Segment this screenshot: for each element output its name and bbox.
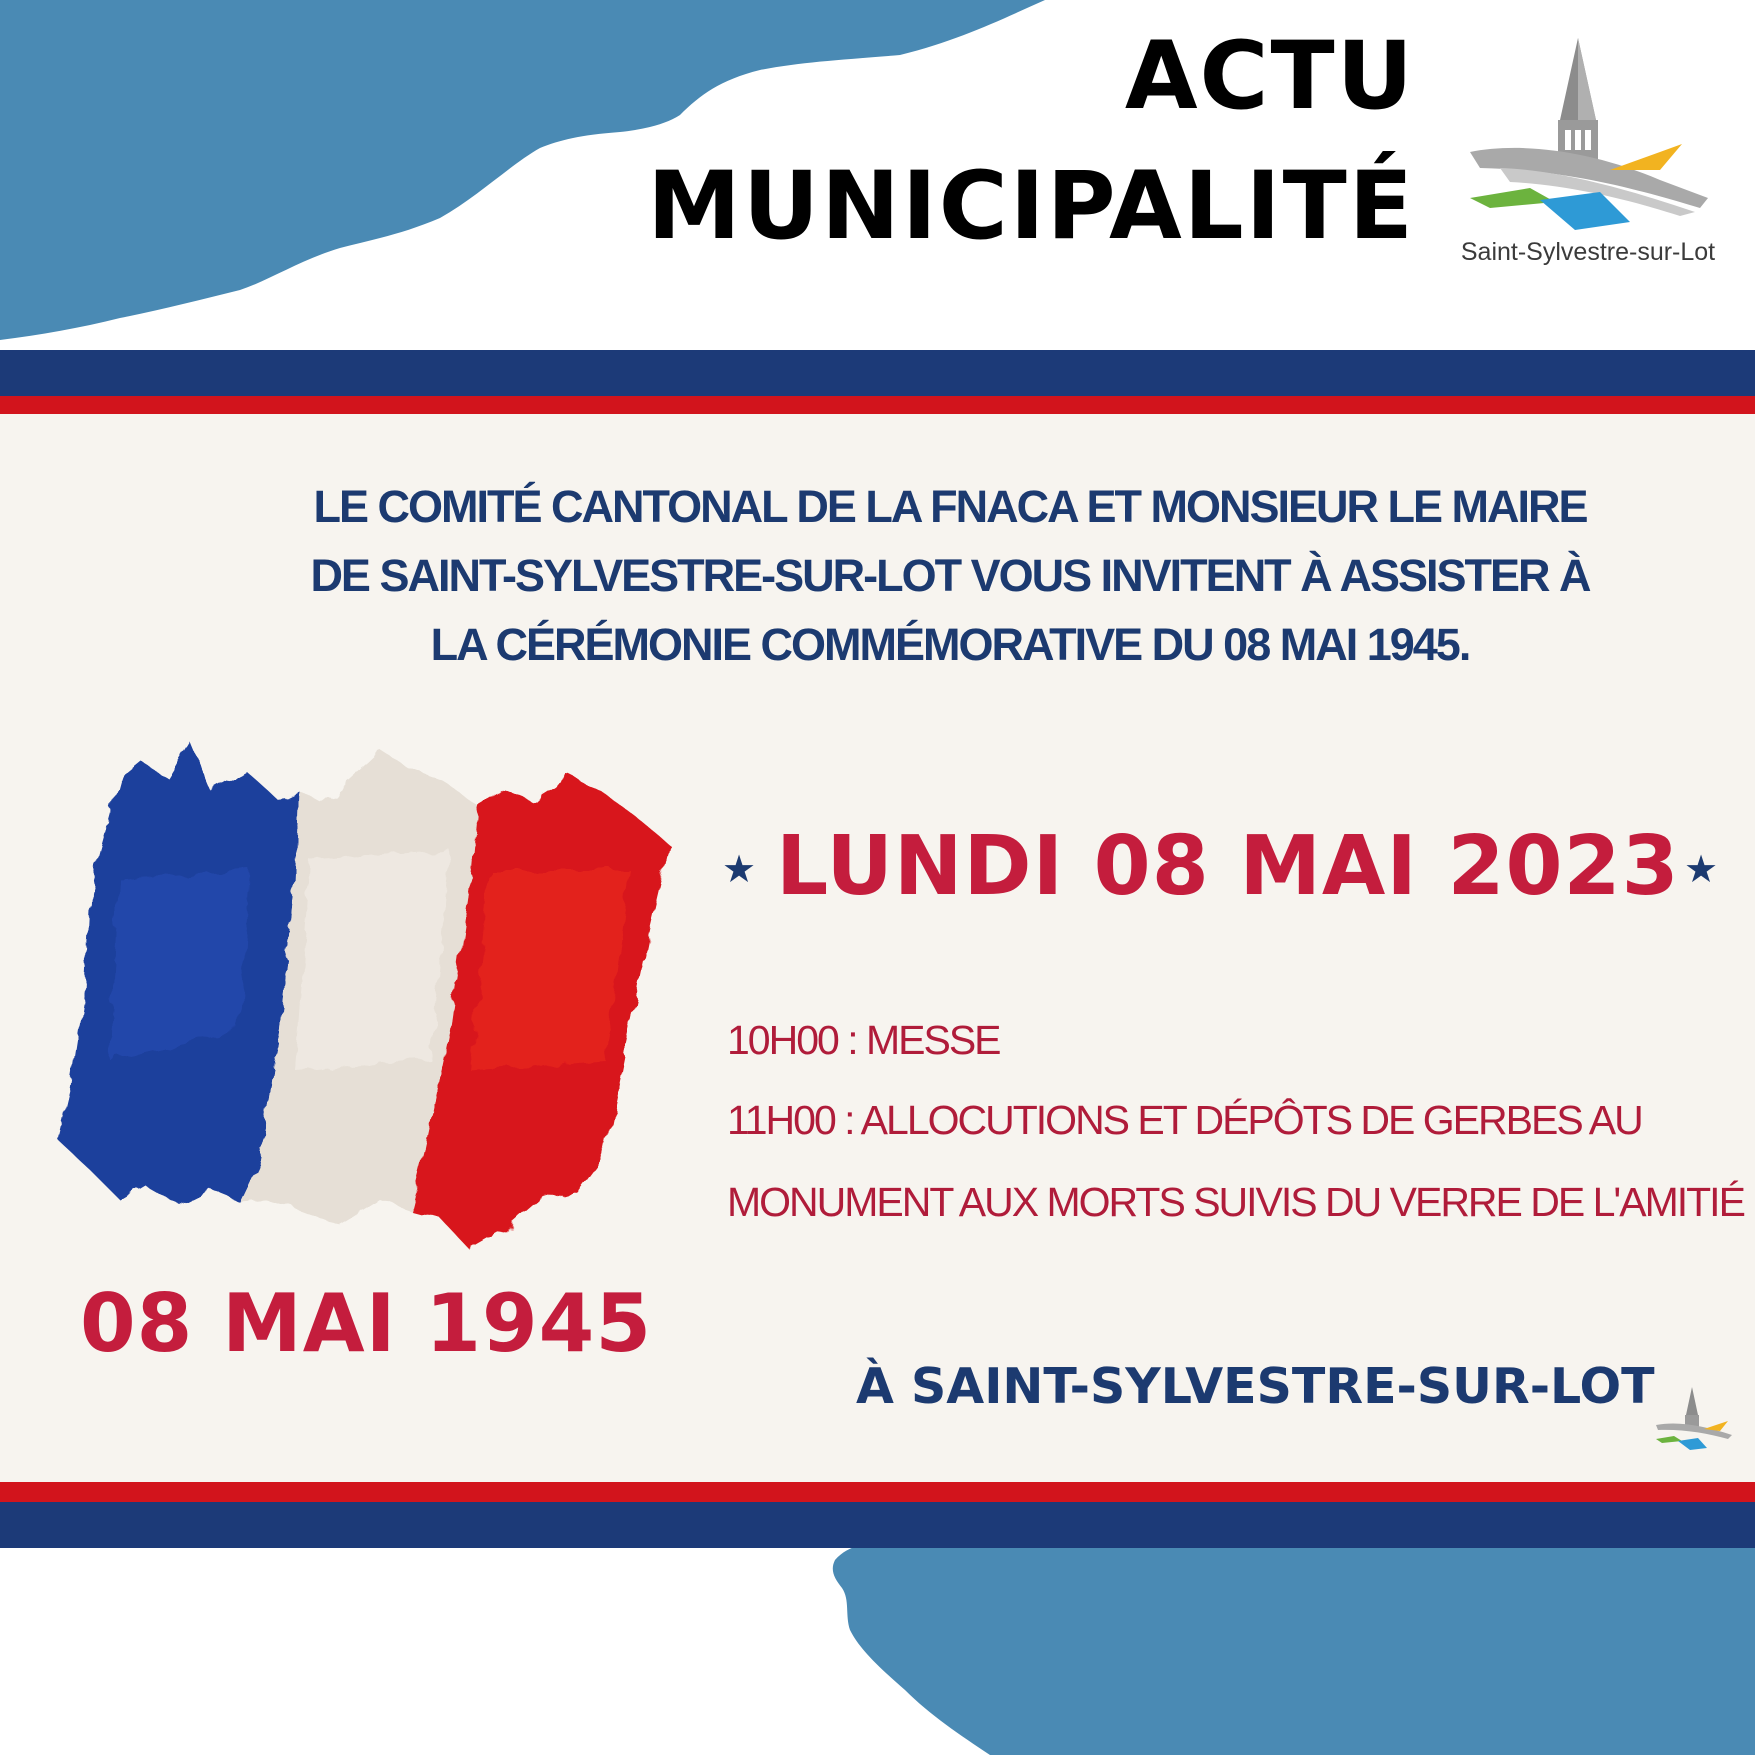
star-icon: ★ <box>722 847 757 891</box>
french-flag-icon <box>50 730 690 1270</box>
star-icon: ★ <box>1684 847 1719 891</box>
top-navy-band <box>0 350 1755 396</box>
logo-name: Saint-Sylvestre-sur-Lot <box>1460 238 1716 266</box>
program-item: 11H00 : ALLOCUTIONS ET DÉPÔTS DE GERBES AU <box>727 1097 1642 1143</box>
flag-date: 08 MAI 1945 <box>80 1277 652 1370</box>
invitation-line-1: LE COMITÉ CANTONAL DE LA FNACA ET MONSIEUR LE MAIRE <box>313 481 1587 532</box>
top-red-band <box>0 396 1755 414</box>
mini-logo-icon <box>1652 1385 1737 1453</box>
invitation-line-2: DE SAINT-SYLVESTRE-SUR-LOT VOUS INVITENT À ASSISTER À <box>310 550 1590 601</box>
page-title <box>647 22 1415 261</box>
event-date: LUNDI 08 MAI 2023 <box>776 819 1680 914</box>
bottom-right-blue-shape <box>833 1545 1755 1755</box>
program-item: MONUMENT AUX MORTS SUIVIS DU VERRE DE L'AMITIÉ <box>727 1179 1744 1225</box>
bottom-red-band <box>0 1482 1755 1502</box>
invitation-line-3: LA CÉRÉMONIE COMMÉMORATIVE DU 08 MAI 1945. <box>430 619 1470 670</box>
title-line-1: ACTU <box>1124 22 1415 131</box>
event-place: À SAINT-SYLVESTRE-SUR-LOT <box>856 1358 1655 1415</box>
title-line-2: MUNICIPALITÉ <box>647 152 1415 261</box>
program-item: 10H00 : MESSE <box>727 1017 1000 1063</box>
bottom-navy-band <box>0 1502 1755 1548</box>
invitation-text <box>180 472 1720 679</box>
